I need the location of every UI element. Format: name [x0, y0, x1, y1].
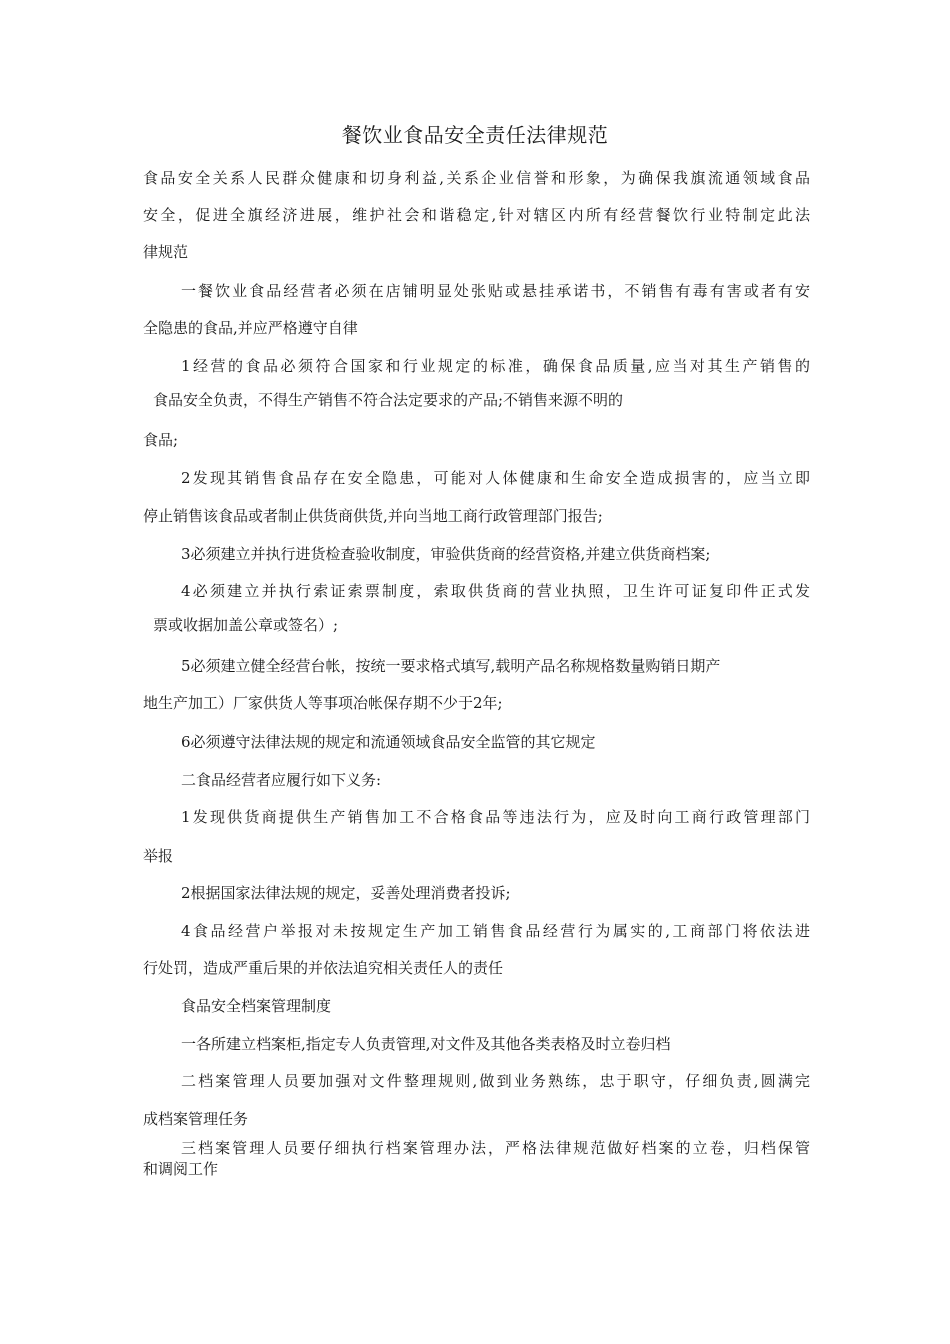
paragraph-line: 行处罚，造成严重后果的并依法追究相关责任人的责任	[143, 959, 504, 977]
paragraph-line: 食品;	[143, 431, 179, 449]
paragraph-line: 举报	[143, 847, 174, 865]
paragraph-line: 全隐患的食品,并应严格遵守自律	[143, 319, 358, 337]
paragraph-line: 和调阅工作	[143, 1160, 219, 1178]
paragraph-line: 食品安全负责，不得生产销售不符合法定要求的产品;不销售来源不明的	[153, 391, 624, 409]
paragraph-line: 2发现其销售食品存在安全隐患，可能对人体健康和生命安全造成损害的，应当立即	[181, 469, 810, 487]
paragraph-line: 3必须建立并执行进货检查验收制度，审验供货商的经营资格,并建立供货商档案;	[181, 545, 711, 563]
paragraph-line: 6必须遵守法律法规的规定和流通领域食品安全监管的其它规定	[181, 733, 596, 751]
paragraph-line: 票或收据加盖公章或签名）;	[153, 616, 339, 634]
paragraph-line: 三档案管理人员要仔细执行档案管理办法，严格法律规范做好档案的立卷，归档保管	[181, 1139, 810, 1157]
paragraph-line: 二档案管理人员要加强对文件整理规则,做到业务熟练，忠于职守，仔细负责,圆满完	[181, 1072, 810, 1090]
document-title: 餐饮业食品安全责任法律规范	[341, 123, 609, 147]
paragraph-line: 成档案管理任务	[143, 1110, 249, 1128]
paragraph-line: 1发现供货商提供生产销售加工不合格食品等违法行为，应及时向工商行政管理部门	[181, 808, 810, 826]
paragraph-line: 一各所建立档案柜,指定专人负责管理,对文件及其他各类表格及时立卷归档	[181, 1035, 671, 1053]
paragraph-line: 停止销售该食品或者制止供货商供货,并向当地工商行政管理部门报告;	[143, 507, 603, 525]
paragraph-line: 一餐饮业食品经营者必须在店铺明显处张贴或悬挂承诺书，不销售有毒有害或者有安	[181, 282, 810, 300]
paragraph-line: 安全，促进全旗经济进展，维护社会和谐稳定,针对辖区内所有经营餐饮行业特制定此法	[143, 206, 810, 224]
paragraph-line: 1经营的食品必须符合国家和行业规定的标准，确保食品质量,应当对其生产销售的	[181, 357, 810, 375]
paragraph-line: 4必须建立并执行索证索票制度，索取供货商的营业执照，卫生许可证复印件正式发	[181, 582, 810, 600]
section-heading: 食品安全档案管理制度	[181, 997, 332, 1015]
paragraph-line: 地生产加工）厂家供货人等事项冶帐保存期不少于2年;	[143, 694, 503, 712]
paragraph-line: 4食品经营户举报对未按规定生产加工销售食品经营行为属实的,工商部门将依法进	[181, 922, 810, 940]
paragraph-line: 5必须建立健全经营台帐，按统一要求格式填写,载明产品名称规格数量购销日期产	[181, 657, 721, 675]
paragraph-line: 食品安全关系人民群众健康和切身利益,关系企业信誉和形象，为确保我旗流通领域食品	[143, 169, 810, 187]
section-heading: 二食品经营者应履行如下义务:	[181, 771, 382, 789]
paragraph-line: 2根据国家法律法规的规定，妥善处理消费者投诉;	[181, 884, 511, 902]
paragraph-line: 律规范	[143, 243, 189, 261]
